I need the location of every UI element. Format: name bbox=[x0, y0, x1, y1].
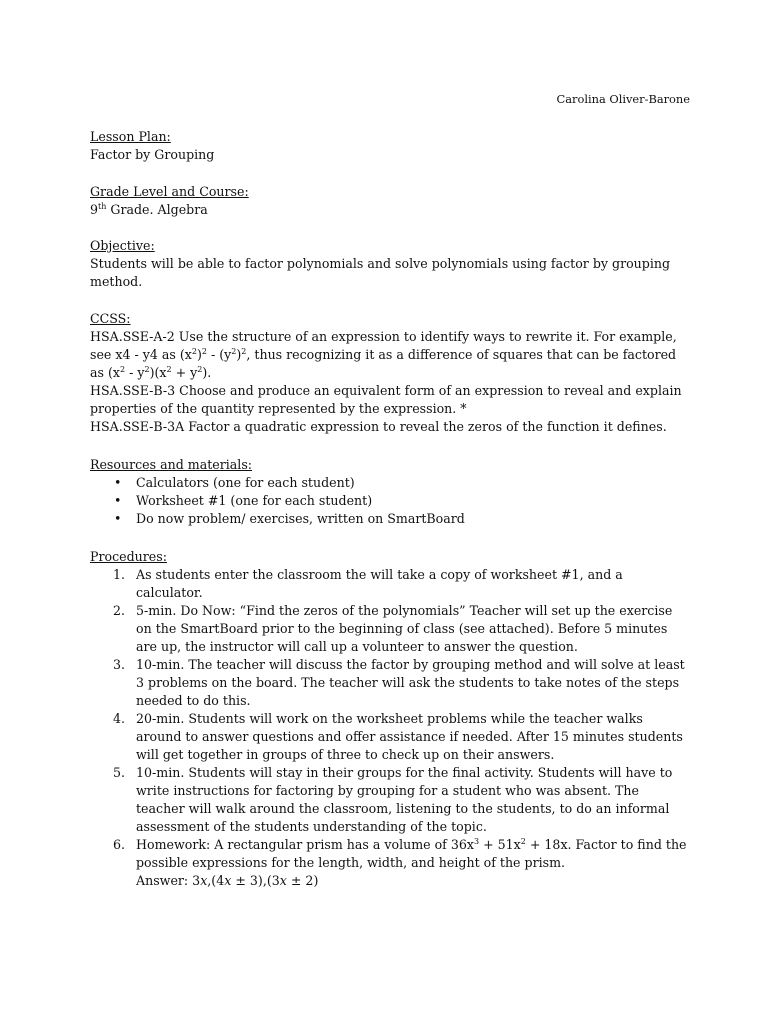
list-item: • Worksheet #1 (one for each student) bbox=[90, 492, 690, 510]
grade-value: 9th Grade. Algebra bbox=[90, 201, 208, 217]
objective-text: Students will be able to factor polynomials and solve polynomials using factor by grouping method. bbox=[90, 256, 671, 289]
objective-heading: Objective: bbox=[90, 238, 155, 253]
procedures-list bbox=[90, 566, 690, 890]
list-item: 5. 10-min. Students will stay in their groups for the final activity. Students will have to write instructions for factoring by grouping for a student who was absent. The teacher will walk around the classroom, listening to the students, to do an informal assessment of the students understanding of the topic. bbox=[113, 765, 673, 834]
lesson-plan-section bbox=[90, 128, 690, 164]
grade-heading: Grade Level and Course: bbox=[90, 184, 249, 199]
grade-section bbox=[90, 183, 690, 219]
list-item: 4. 20-min. Students will work on the worksheet problems while the teacher walks around to answer questions and offer assistance if needed. After 15 minutes students will get together in groups of three to check up on their answers. bbox=[113, 711, 683, 762]
objective-section bbox=[90, 237, 690, 291]
ccss-standard-2: HSA.SSE-B-3 Choose and produce an equivalent form of an expression to reveal and explain properties of the quantity represented by the expression. * bbox=[90, 383, 682, 416]
resources-section bbox=[90, 456, 690, 528]
ccss-heading: CCSS: bbox=[90, 311, 131, 326]
lesson-plan-title: Factor by Grouping bbox=[90, 147, 215, 162]
author-name: Carolina Oliver-Barone bbox=[556, 92, 690, 106]
homework-answer: Answer: 3x,(4x ± 3),(3x ± 2) bbox=[136, 873, 319, 888]
procedures-heading: Procedures: bbox=[90, 549, 167, 564]
list-item: 6. Homework: A rectangular prism has a volume of $36x^3 + 51x^2 + 18x$. Factor to find the possible expressions for the length, width, and height of the prism. Answer: 3x,(4x ± 3),(3x ± 2) bbox=[90, 836, 690, 890]
resources-heading: Resources and materials: bbox=[90, 457, 253, 472]
list-item: • Calculators (one for each student) bbox=[90, 474, 690, 492]
ccss-section bbox=[90, 310, 690, 436]
ccss-standard-1: HSA.SSE-A-2 Use the structure of an expression to identify ways to rewrite it. For example, see x4 - y4 as $(x^2)^2 - (y^2)^2$, thus recognizing it as a difference of squares that can be factored as $(x^2 - y^2)(x^2 + y^2)$. bbox=[90, 329, 677, 380]
ccss-standard-3: HSA.SSE-B-3A Factor a quadratic expression to reveal the zeros of the function it defines. bbox=[90, 419, 667, 434]
procedures-section bbox=[90, 548, 690, 890]
list-item: 1. As students enter the classroom the will take a copy of worksheet #1, and a calculator. bbox=[113, 567, 623, 600]
list-item: 3. 10-min. The teacher will discuss the factor by grouping method and will solve at least 3 problems on the board. The teacher will ask the students to take notes of the steps needed to do this. bbox=[113, 657, 685, 708]
resources-list bbox=[90, 474, 690, 528]
list-item: 2. 5-min. Do Now: “Find the zeros of the polynomials” Teacher will set up the exercise on the SmartBoard prior to the beginning of class (see attached). Before 5 minutes are up, the instructor will call up a volunteer to answer the question. bbox=[113, 603, 673, 654]
list-item: • Do now problem/ exercises, written on SmartBoard bbox=[90, 510, 690, 528]
lesson-plan-heading: Lesson Plan: bbox=[90, 129, 171, 144]
